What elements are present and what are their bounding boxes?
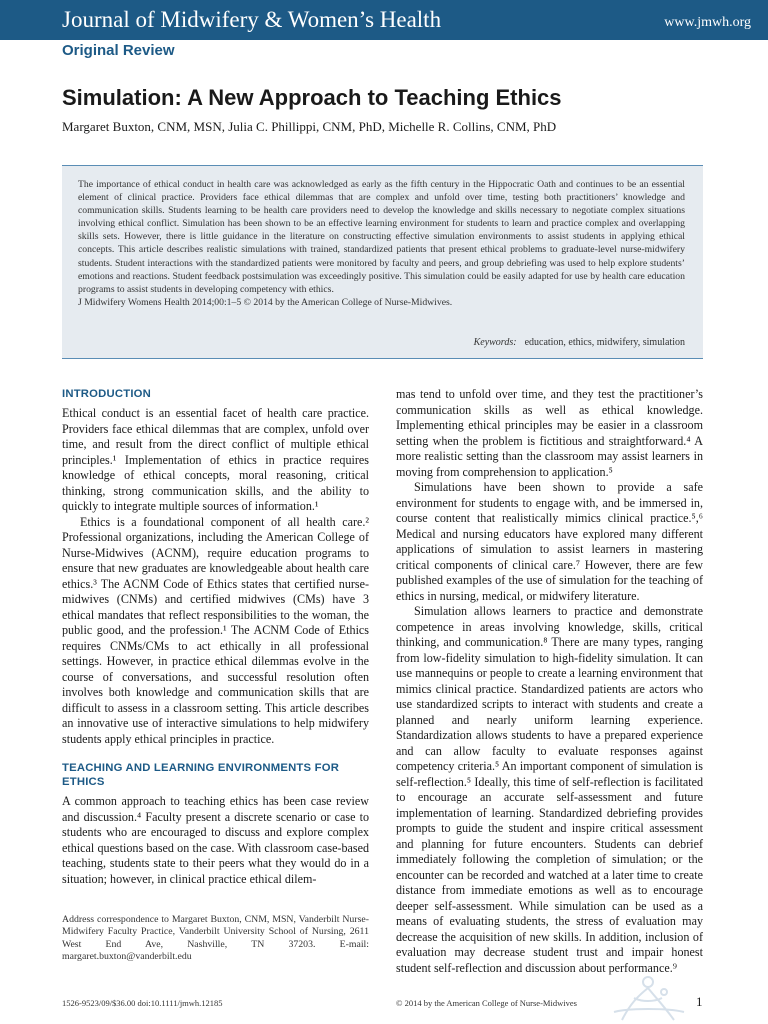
journal-header-bar bbox=[0, 0, 768, 40]
article-title: Simulation: A New Approach to Teaching Ethics bbox=[62, 85, 562, 110]
paragraph: A common approach to teaching ethics has been case review and discussion.⁴ Faculty present a discrete scenario or case to students who are encouraged to discuss and explore complex ethical questions based on the case. With classroom case-based teaching, students state to their peers what they would do in a situation; however, in clinical practice ethical dilem- bbox=[62, 794, 369, 886]
paragraph: Ethics is a foundational component of all health care.² Professional organizations, including the American College of Nurse-Midwives (ACNM), require education programs to ensure that new graduates are knowledgeable about health care ethics.³ The ACNM Code of Ethics states that certified nurse-midwives (CNMs) and certified midwives (CMs) have 3 ethical mandates that reflect responsibilities to the woman, the public good, and the profession.¹ The ACNM Code of Ethics requires CNMs/CMs to act ethically in all professional settings. However, in practice ethical dilemmas evolve in the course of conversations, and successful resolution often involves both knowledge and communication skills that are difficult to assess in a classroom setting. This article describes an innovative use of interactive simulations to help midwifery students apply ethical principles in practice. bbox=[62, 514, 369, 746]
abstract-box bbox=[62, 165, 703, 359]
journal-url[interactable]: www.jmwh.org bbox=[664, 15, 751, 30]
keywords-label: Keywords: bbox=[473, 337, 517, 348]
abstract-citation: J Midwifery Womens Health 2014;00:1–5 © 2014 by the American College of Nurse-Midwives. bbox=[78, 296, 453, 308]
right-column bbox=[396, 387, 703, 976]
keywords-list: education, ethics, midwifery, simulation bbox=[524, 337, 685, 348]
section-label: Original Review bbox=[62, 42, 175, 59]
paragraph: Ethical conduct is an essential facet of health care practice. Providers face ethical dilemmas that are complex, unfold over time, and result from the direct conflict of multiple ethical principles.¹ Implementation of ethics in practice requires knowledge of ethical concepts, moral reasoning, critical thinking, strong communication skills, and the ability to quickly to integrate multiple sources of information.¹ bbox=[62, 406, 369, 513]
acnm-logo-icon bbox=[608, 968, 688, 1024]
correspondence-footnote: Address correspondence to Margaret Buxton, CNM, MSN, Vanderbilt Nurse-Midwifery Faculty Practice, Vanderbilt University School of Nursing, 2611 West End Ave, Nashville, TN 37203. E-mail: margaret.buxton@vanderbilt.edu bbox=[62, 914, 369, 962]
section-heading-introduction: INTRODUCTION bbox=[62, 388, 152, 400]
paragraph: Simulation allows learners to practice and demonstrate competence in areas involving knowledge, skills, critical thinking, and communication.⁸ There are many types, ranging from low-fidelity simulation to high-fidelity simulation. It can use mannequins or people to create a learning environment that mimics clinical practice. Standardized patients are actors who use standardized scripts to interact with students and create a planned and nearly uniform learning experience. Standardization allows students to have a prepared experience and can allow faculty to evaluate responses against competency criteria.⁵ An important component of simulation is self-reflection.⁵ Ideally, this time of self-reflection is facilitated to encourage an accurate self-assessment and future implementation of learning. Standardized debriefing provides prompts to guide the student and inspire critical assessment and planning for future encounters. Students can debrief immediately following the completion of simulation; or the encounter can be recorded and watched at a later time to create distance from immediate emotions as well as to encourage deeper self-assessment. While simulation can be used as a means of evaluating students, the stress of evaluation may decrease the acquisition of new skills. In addition, inclusion of evaluation may decrease student trust and impair honest student self-reflection and discussion about performance.⁹ bbox=[396, 604, 703, 975]
author-list: Margaret Buxton, CNM, MSN, Julia C. Phillippi, CNM, PhD, Michelle R. Collins, CNM, PhD bbox=[62, 119, 557, 134]
left-column bbox=[62, 387, 369, 887]
paragraph: mas tend to unfold over time, and they test the practitioner’s communication skills as well as ethical knowledge. Implementing ethical principles may be easier in a classroom setting when the problem is fictitious and straightforward.⁴ A more realistic setting than the classroom may assist learners in moving from comprehension to application.⁵ bbox=[396, 387, 703, 479]
keywords bbox=[474, 337, 685, 348]
section-heading-teaching-environments: TEACHING AND LEARNING ENVIRONMENTS FOR ETHICS bbox=[62, 762, 340, 788]
abstract-text: The importance of ethical conduct in health care was acknowledged as early as the fifth century in the Hippocratic Oath and continues to be an essential element of clinical practice. Providers face ethical dilemmas that are complex and unfold over time, testing both practitioners’ knowledge and communication skills. Students learning to be health care providers need to develop the knowledge and skills necessary to negotiate complex situations involving ethical conflict. Simulation has been shown to be an effective learning environment for students to learn and practice complex and overlapping skills sets. However, there is little guidance in the literature on constructing effective simulation environments to assist students in applying ethical concepts. This article describes realistic simulations with trained, standardized patients that present ethical problems to graduate-level nurse-midwifery students. Student interactions with the standardized patients were monitored by faculty and peers, and group debriefing was used to help explore students’ emotions and reactions. Student feedback postsimulation was exceedingly positive. This simulation could be easily adapted for use by health care education programs to assist students in developing competency with ethics. bbox=[78, 179, 685, 295]
footer-doi: 1526-9523/09/$36.00 doi:10.1111/jmwh.12185 bbox=[62, 998, 223, 1008]
page-number: 1 bbox=[696, 994, 703, 1009]
journal-name: Journal of Midwifery & Women’s Health bbox=[62, 7, 442, 32]
paragraph: Simulations have been shown to provide a safe environment for students to engage with, and be immersed in, course content that realistically mimics clinical practice.⁵,⁶ Medical and nursing educators have explored many different applications of simulation to assist learners in mastering critical components of clinical care.⁷ However, there are few published examples of the use of simulation for the teaching of ethics in nursing, medical, or midwifery literature. bbox=[396, 480, 703, 603]
footer-copyright: © 2014 by the American College of Nurse-Midwives bbox=[396, 998, 577, 1008]
